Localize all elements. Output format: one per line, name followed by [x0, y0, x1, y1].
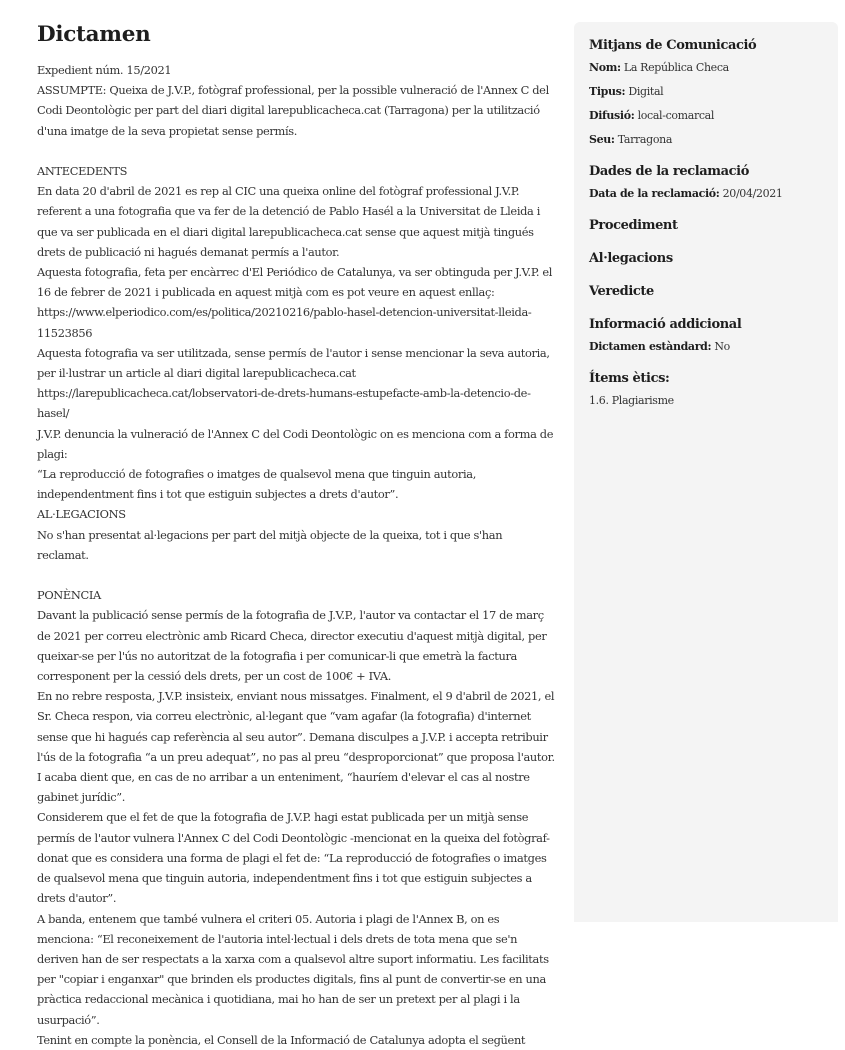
media-type-row — [589, 80, 823, 104]
antecedents-paragraph: Aquesta fotografia, feta per encàrrec d'El Periódico de Catalunya, va ser obtinguda per J.V.P. el 16 de febrer de 2021 i publicada en aquest mitjà com es pot veure en aquest enllaç: — [37, 265, 553, 300]
sidebar-panel — [574, 22, 838, 922]
ponencia-heading: PONÈNCIA — [37, 588, 101, 603]
ethics-item: 1.6. Plagiarisme — [589, 394, 674, 407]
ponencia-paragraph: Davant la publicació sense permís de la fotografia de J.V.P., l'autor va contactar el 17 de març de 2021 per correu electrònic amb Ricard Checa, director executiu d'aquest mitjà digital, per queixar-se per l'ús no autoritzat de la fotografia i per comunicar-li que emetrà la factura corresponent per la cessió dels drets, per un cost de 100€ + IVA. — [37, 608, 547, 684]
field-value: No — [714, 340, 730, 353]
media-section — [589, 36, 823, 152]
elperiodico-link[interactable]: https://www.elperiodico.com/es/politica/20210216/pablo-hasel-detencion-universitat-lleida-11523856 — [37, 305, 532, 340]
ponencia-paragraph: Tenint en compte la ponència, el Consell de la Informació de Catalunya adopta el següent — [37, 1032, 526, 1047]
field-label: Nom: — [589, 61, 621, 74]
field-value: Digital — [628, 85, 664, 98]
ethics-section — [589, 369, 823, 413]
antecedents-heading: ANTECEDENTS — [37, 164, 128, 178]
field-label: Seu: — [589, 133, 615, 146]
media-diffusion-row — [589, 104, 823, 128]
document-body — [37, 60, 557, 1050]
ethics-heading: Ítems ètics: — [589, 371, 670, 386]
claim-heading: Dades de la reclamació — [589, 164, 749, 179]
antecedents-paragraph: Aquesta fotografia va ser utilitzada, sense permís de l'autor i sense mencionar la seva autoria, per il·lustrar un article al diari digital larepublicacheca.cat — [37, 345, 550, 381]
claim-date-row — [589, 182, 823, 206]
expedient-number: Expedient núm. 15/2021 — [37, 63, 172, 77]
field-value: Tarragona — [617, 133, 673, 146]
larepublicacheca-link[interactable]: https://larepublicacheca.cat/lobservatori-de-drets-humans-estupefacte-amb-la-detencio-de-hasel/ — [37, 386, 531, 421]
page-title: Dictamen — [37, 22, 151, 47]
standard-dictamen-row — [589, 335, 823, 359]
ponencia-paragraph: En no rebre resposta, J.V.P. insisteix, enviant nous missatges. Finalment, el 9 d'abril de 2021, el Sr. Checa respon, via correu electrònic, al·legant que “vam agafar (la fotografia) d'internet sense que hi hagués cap referència al seu autor”. Demana disculpes a J.V.P. i accepta retribuir l'ús de la fotografia “a un preu adequat”, no pas al preu “desproporcionat” que proposa l'autor. I acaba dient que, en cas de no arribar a un enteniment, “hauríem d'elevar el cas al nostre gabinet jurídic”. — [37, 689, 555, 805]
field-label: Dictamen estàndard: — [589, 340, 712, 353]
field-label: Tipus: — [589, 85, 626, 98]
field-label: Data de la reclamació: — [589, 187, 720, 200]
antecedents-paragraph: En data 20 d'abril de 2021 es rep al CIC una queixa online del fotògraf professional J.V.P. referent a una fotografia que va fer de la detenció de Pablo Hasél a la Universitat de Lleida i que va ser publicada en el diari digital larepublicacheca.cat sense que aquest mitjà tingués drets de publicació ni hagués demanat permís a l'autor. — [37, 184, 541, 259]
media-seat-row — [589, 128, 823, 152]
antecedents-quote: “La reproducció de fotografies o imatges de qualsevol mena que tinguin autoria, independentment fins i tot que estiguin subjectes a drets d'autor”. — [37, 467, 476, 502]
allegacions-paragraph: No s'han presentat al·legacions per part del mitjà objecte de la queixa, tot i que s'han reclamat. — [37, 527, 503, 562]
field-value: La República Checa — [623, 61, 729, 74]
assumpte-paragraph: ASSUMPTE: Queixa de J.V.P., fotògraf professional, per la possible vulneració de l'Annex C del Codi Deontològic per part del diari digital larepublicacheca.cat (Tarragona) per la utilització d'una imatge de la seva propietat sense permís. — [37, 83, 549, 138]
media-heading: Mitjans de Comunicació — [589, 38, 757, 53]
main-content — [37, 20, 557, 1050]
field-value: local-comarcal — [637, 109, 715, 122]
veredicte-heading: Veredicte — [589, 284, 654, 299]
field-value: 20/04/2021 — [722, 187, 783, 200]
procediment-heading: Procediment — [589, 218, 678, 233]
info-section — [589, 315, 823, 359]
field-label: Difusió: — [589, 109, 635, 122]
media-name-row — [589, 56, 823, 80]
antecedents-paragraph: J.V.P. denuncia la vulneració de l'Annex C del Codi Deontològic on es menciona com a forma de plagi: — [37, 426, 554, 461]
allegacions-sidebar-heading: Al·legacions — [589, 251, 673, 266]
ponencia-paragraph: A banda, entenem que també vulnera el criteri 05. Autoria i plagi de l'Annex B, on es menciona: “El reconeixement de l'autoria intel·lectual i dels drets de tota mena que se'n deriven han de ser respectats a la xarxa com a qualsevol altre suport informatiu. Les facilitats per "copiar i enganxar" que brinden els productes digitals, fins al punt de convertir-se en una pràctica redaccional mecànica i quotidiana, mai ho han de ser un pretext per al plagi i la usurpació”. — [37, 911, 549, 1027]
allegacions-heading: AL·LEGACIONS — [37, 507, 126, 522]
claim-section — [589, 162, 823, 206]
info-heading: Informació addicional — [589, 317, 742, 332]
ponencia-paragraph: Considerem que el fet de que la fotografia de J.V.P. hagi estat publicada per un mitjà sense permís de l'autor vulnera l'Annex C del Codi Deontològic -mencionat en la queixa del fotògraf- donat que es considera una forma de plagi el fet de: “La reproducció de fotografies o imatges de qualsevol mena que tinguin autoria, independentment fins i tot que estiguin subjectes a drets d'autor”. — [37, 810, 550, 906]
